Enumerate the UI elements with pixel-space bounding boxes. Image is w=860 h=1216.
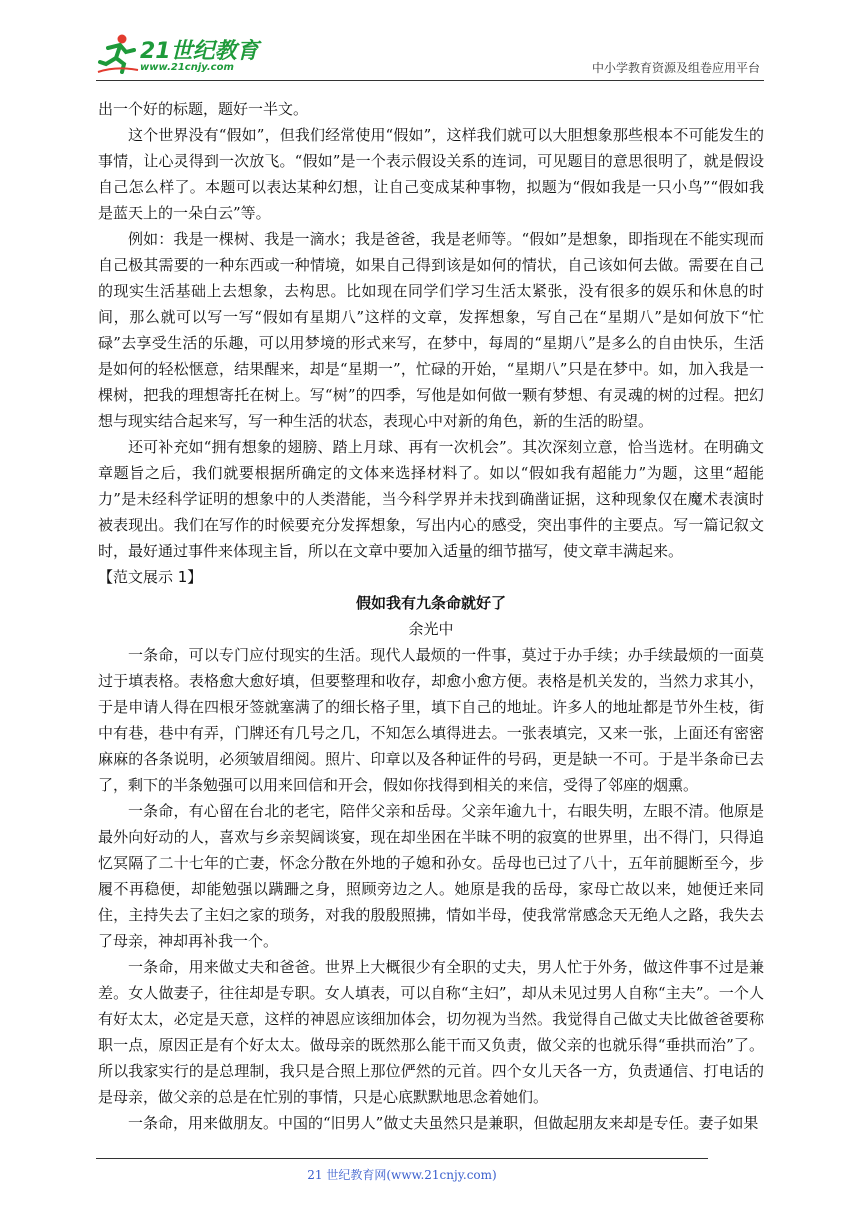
page-footer: 21 世纪教育网(www.21cnjy.com) [307, 1168, 497, 1182]
paragraph: 还可补充如“拥有想象的翅膀、踏上月球、再有一次机会”。其次深刻立意，恰当选材。在明确文章题旨之后，我们就要根据所确定的文体来选择材料了。如以“假如我有超能力”为题，这里“超能力”是未经科学证明的想象中的人类潜能，当今科学界并未找到确凿证据，这种现象仅在魔术表演时被表现出。我们在写作的时候要充分发挥想象，写出内心的感受，突出事件的主要点。写一篇记叙文时，最好通过事件来体现主旨，所以在文章中要加入适量的细节描写，使文章丰满起来。 [98, 438, 764, 560]
essay-author: 余光中 [408, 620, 454, 638]
essay-paragraph: 一条命，有心留在台北的老宅，陪伴父亲和岳母。父亲年逾九十，右眼失明，左眼不清。他原是最外向好动的人，喜欢与乡亲契阔谈宴，现在却坐困在半昧不明的寂寞的世界里，出不得门，只得追忆冥隔了二十七年的亡妻，怀念分散在外地的子媳和孙女。岳母也已过了八十，五年前腿断至今，步履不再稳便，却能勉强以蹒跚之身，照顾旁边之人。她原是我的岳母，家母亡故以来，她便迁来同住，主持失去了主妇之家的琐务，对我的殷殷照拂，情如半母，使我常常感念天无绝人之路，我失去了母亲，神却再补我一个。 [98, 802, 764, 950]
essay-paragraph: 一条命，用来做丈夫和爸爸。世界上大概很少有全职的丈夫，男人忙于外务，做这件事不过是兼差。女人做妻子，往往却是专职。女人填表，可以自称“主妇”，却从未见过男人自称“主夫”。一个人有好太太，必定是天意，这样的神恩应该细加体会，切勿视为当然。我觉得自己做丈夫比做爸爸要称职一点，原因正是有个好太太。做母亲的既然那么能干而又负责，做父亲的也就乐得“垂拱而治”了。所以我家实行的是总理制，我只是合照上那位俨然的元首。四个女儿天各一方，负责通信、打电话的是母亲，做父亲的总是在忙别的事情，只是心底默默地思念着她们。 [98, 958, 764, 1106]
paragraph: 这个世界没有“假如”，但我们经常使用“假如”，这样我们就可以大胆想象那些根本不可能发生的事情，让心灵得到一次放飞。“假如”是一个表示假设关系的连词，可见题目的意思很明了，就是假设自己怎么样了。本题可以表达某种幻想，让自己变成某种事物，拟题为“假如我是一只小鸟”“假如我是蓝天上的一朵白云”等。 [98, 126, 764, 222]
paragraph: 例如：我是一棵树、我是一滴水；我是爸爸，我是老师等。“假如”是想象，即指现在不能实现而自己极其需要的一种东西或一种情境，如果自己得到该是如何的情状，自己该如何去做。需要在自己的现实生活基础上去想象，去构思。比如现在同学们学习生活太紧张，没有很多的娱乐和休息的时间，那么就可以写一写“假如有星期八”这样的文章，发挥想象，写自己在“星期八”是如何放下“忙碌”去享受生活的乐趣，可以用梦境的形式来写，在梦中，每周的“星期八”是多么的自由快乐，生活是如何的轻松惬意，结果醒来，却是“星期一”，忙碌的开始，“星期八”只是在梦中。如，加入我是一棵树，把我的理想寄托在树上。写“树”的四季，写他是如何做一颗有梦想、有灵魂的树的过程。把幻想与现实结合起来写，写一种生活的状态，表现心中对新的角色，新的生活的盼望。 [98, 230, 764, 430]
footer-divider [96, 1158, 708, 1159]
essay-title: 假如我有九条命就好了 [355, 594, 506, 612]
paragraph: 出一个好的标题，题好一半文。 [98, 100, 309, 118]
runner-logo-icon [96, 32, 140, 76]
essay-paragraph: 一条命，用来做朋友。中国的“旧男人”做丈夫虽然只是兼职，但做起朋友来却是专任。妻子如果 [128, 1114, 759, 1132]
platform-name: 中小学教育资源及组卷应用平台 [591, 61, 760, 75]
logo-text: 21世纪教育 [140, 39, 259, 64]
logo [96, 32, 266, 76]
essay-paragraph: 一条命，可以专门应付现实的生活。现代人最烦的一件事，莫过于办手续；办手续最烦的一面莫过于填表格。表格愈大愈好填，但要整理和收存，却愈小愈方便。表格是机关发的，当然力求其小，于是申请人得在四根牙签就塞满了的细长格子里，填下自己的地址。许多人的地址都是节外生枝，街中有巷，巷中有弄，门牌还有几号之几，不知怎么填得进去。一张表填完，又来一张，上面还有密密麻麻的各条说明，必须皱眉细阅。照片、印章以及各种证件的号码，更是缺一不可。于是半条命已去了，剩下的半条勉强可以用来回信和开会，假如你找得到相关的来信，受得了邻座的烟熏。 [98, 646, 764, 794]
section-label: 【范文展示 1】 [98, 568, 203, 586]
page-header [96, 28, 764, 81]
logo-url: www.21cnjy.com [140, 62, 234, 73]
document-body [98, 96, 764, 1136]
